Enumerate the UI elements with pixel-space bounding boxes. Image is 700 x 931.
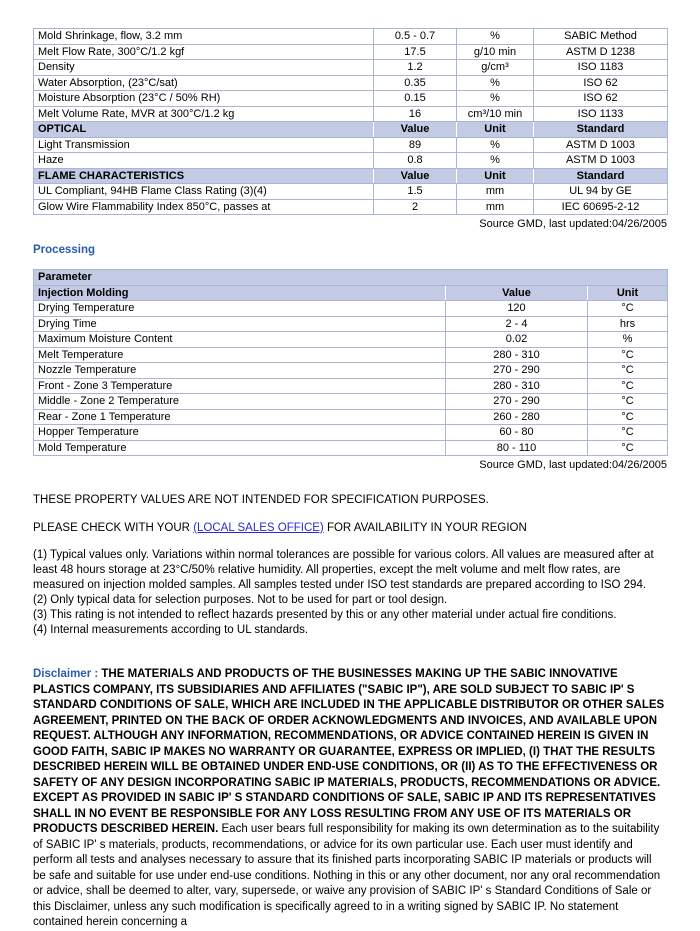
footnote-1: (1) Typical values only. Variations within normal tolerances are possible for various colors. All values are measured after at least 48 hours storage at 23°C/50% relative humidity. All properties, except the melt volume and melt flow rates, are measured on injection molded samples. All samples tested under ISO test standards are prepared according to ISO 294. (33, 549, 654, 591)
standard-cell: ISO 1133 (534, 106, 668, 122)
table-row (34, 91, 668, 107)
value-cell: 280 - 310 (446, 347, 588, 363)
unit-cell: % (457, 91, 534, 107)
value-cell: 2 (374, 199, 457, 215)
table-row (34, 394, 668, 410)
table-row (34, 301, 668, 317)
table-row (34, 440, 668, 456)
param-cell: Water Absorption, (23°C/sat) (34, 75, 374, 91)
processing-heading: Processing (33, 244, 95, 256)
param-cell: Rear - Zone 1 Temperature (34, 409, 446, 425)
standard-cell: ASTM D 1003 (534, 153, 668, 169)
processing-table (33, 269, 668, 456)
param-cell: Moisture Absorption (23°C / 50% RH) (34, 91, 374, 107)
footnote-4: (4) Internal measurements according to UL standards. (33, 624, 309, 636)
footnotes-block (33, 548, 667, 638)
param-cell: Density (34, 60, 374, 76)
footnote-2: (2) Only typical data for selection purposes. Not to be used for part or tool design. (33, 594, 448, 606)
value-cell: 80 - 110 (446, 440, 588, 456)
table-row (34, 137, 668, 153)
column-header-standard: Standard (534, 168, 668, 184)
table-row (34, 153, 668, 169)
source-note: Source GMD, last updated:04/26/2005 (479, 218, 667, 230)
column-header-row (34, 285, 668, 301)
unit-cell: % (457, 29, 534, 45)
param-cell: Drying Time (34, 316, 446, 332)
unit-cell: °C (588, 363, 668, 379)
availability-suffix: FOR AVAILABILITY IN YOUR REGION (323, 522, 527, 534)
param-cell: Middle - Zone 2 Temperature (34, 394, 446, 410)
unit-cell: g/cm³ (457, 60, 534, 76)
section-title: FLAME CHARACTERISTICS (34, 168, 374, 184)
standard-cell: IEC 60695-2-12 (534, 199, 668, 215)
table-row (34, 425, 668, 441)
value-cell: 1.5 (374, 184, 457, 200)
value-cell: 17.5 (374, 44, 457, 60)
value-cell: 270 - 290 (446, 394, 588, 410)
standard-cell: SABIC Method (534, 29, 668, 45)
column-header-standard: Standard (534, 122, 668, 138)
param-cell: Melt Volume Rate, MVR at 300°C/1.2 kg (34, 106, 374, 122)
disclaimer-bold-text: THE MATERIALS AND PRODUCTS OF THE BUSINESSES MAKING UP THE SABIC INNOVATIVE PLASTICS COMPANY, ITS SUBSIDIARIES AND AFFILIATES ("SABIC IP"), ARE SOLD SUBJECT TO SABIC IP' S STANDARD CONDITIONS OF SALE, WHICH ARE INCLUDED IN THE APPLICABLE DISTRIBUTOR OR OTHER SALES AGREEMENT, PRINTED ON THE BACK OF ORDER ACKNOWLEDGMENTS AND INVOICES, AND AVAILABLE UPON REQUEST. ALTHOUGH ANY INFORMATION, RECOMMENDATIONS, OR ADVICE CONTAINED HEREIN IS GIVEN IN GOOD FAITH, SABIC IP MAKES NO WARRANTY OR GUARANTEE, EXPRESS OR IMPLIED, (I) THAT THE RESULTS DESCRIBED HEREIN WILL BE OBTAINED UNDER END-USE CONDITIONS, OR (II) AS TO THE EFFECTIVENESS OR SAFETY OF ANY DESIGN INCORPORATING SABIC IP MATERIALS, PRODUCTS, RECOMMENDATIONS OR ADVICE. EXCEPT AS PROVIDED IN SABIC IP' S STANDARD CONDITIONS OF SALE, SABIC IP AND ITS REPRESENTATIVES SHALL IN NO EVENT BE RESPONSIBLE FOR ANY LOSS RESULTING FROM ANY USE OF ITS MATERIALS OR PRODUCTS DESCRIBED HEREIN. (33, 668, 665, 835)
value-cell: 0.8 (374, 153, 457, 169)
column-header-unit: Unit (457, 168, 534, 184)
param-cell: Light Transmission (34, 137, 374, 153)
param-cell: Melt Flow Rate, 300°C/1.2 kgf (34, 44, 374, 60)
value-cell: 270 - 290 (446, 363, 588, 379)
standard-cell: ASTM D 1238 (534, 44, 668, 60)
standard-cell: ISO 62 (534, 75, 668, 91)
unit-cell: % (457, 153, 534, 169)
param-cell: Front - Zone 3 Temperature (34, 378, 446, 394)
column-header-param: Injection Molding (34, 285, 446, 301)
standard-cell: ASTM D 1003 (534, 137, 668, 153)
value-cell: 60 - 80 (446, 425, 588, 441)
unit-cell: hrs (588, 316, 668, 332)
section-header-flame (34, 168, 668, 184)
unit-cell: cm³/10 min (457, 106, 534, 122)
value-cell: 2 - 4 (446, 316, 588, 332)
unit-cell: % (457, 75, 534, 91)
unit-cell: °C (588, 394, 668, 410)
unit-cell: °C (588, 301, 668, 317)
param-cell: Maximum Moisture Content (34, 332, 446, 348)
value-cell: 120 (446, 301, 588, 317)
unit-cell: % (457, 137, 534, 153)
unit-cell: °C (588, 378, 668, 394)
unit-cell: °C (588, 425, 668, 441)
value-cell: 260 - 280 (446, 409, 588, 425)
unit-cell: °C (588, 440, 668, 456)
standard-cell: ISO 62 (534, 91, 668, 107)
column-header-unit: Unit (588, 285, 668, 301)
table-row (34, 29, 668, 45)
column-header-value: Value (374, 168, 457, 184)
param-cell: Haze (34, 153, 374, 169)
column-header-unit: Unit (457, 122, 534, 138)
column-header-value: Value (374, 122, 457, 138)
group-header-parameter (34, 270, 668, 286)
standard-cell: ISO 1183 (534, 60, 668, 76)
value-cell: 0.5 - 0.7 (374, 29, 457, 45)
value-cell: 0.15 (374, 91, 457, 107)
unit-cell: g/10 min (457, 44, 534, 60)
table-row (34, 378, 668, 394)
param-cell: Nozzle Temperature (34, 363, 446, 379)
source-note: Source GMD, last updated:04/26/2005 (479, 459, 667, 471)
value-cell: 0.35 (374, 75, 457, 91)
group-header-label: Parameter (34, 270, 668, 286)
legal-disclaimer (33, 667, 667, 931)
param-cell: Glow Wire Flammability Index 850°C, passes at (34, 199, 374, 215)
table-row (34, 60, 668, 76)
table-row (34, 106, 668, 122)
section-title: OPTICAL (34, 122, 374, 138)
table-row (34, 347, 668, 363)
disclaimer-regular-text: Each user bears full responsibility for making its own determination as to the suitability of SABIC IP' s materials, products, recommendations, or advice for its own particular use. Each user must identify and perform all tests and analyses necessary to assure that its finished parts incorporating SABIC IP materials or products will be safe and suitable for use under end-use conditions. Nothing in this or any other document, nor any oral recommendation or advice, shall be deemed to alter, vary, supersede, or waive any provision of SABIC IP' s Standard Conditions of Sale or this Disclaimer, unless any such modification is specifically agreed to in a writing signed by SABIC IP. No statement contained herein concerning a (33, 823, 661, 928)
table-row (34, 44, 668, 60)
unit-cell: mm (457, 184, 534, 200)
standard-cell: UL 94 by GE (534, 184, 668, 200)
properties-table (33, 28, 668, 215)
value-cell: 16 (374, 106, 457, 122)
availability-prefix: PLEASE CHECK WITH YOUR (33, 522, 194, 534)
table-row (34, 363, 668, 379)
spec-disclaimer-line: THESE PROPERTY VALUES ARE NOT INTENDED FOR SPECIFICATION PURPOSES. (33, 494, 489, 506)
unit-cell: °C (588, 409, 668, 425)
value-cell: 0.02 (446, 332, 588, 348)
unit-cell: mm (457, 199, 534, 215)
param-cell: UL Compliant, 94HB Flame Class Rating (3)(4) (34, 184, 374, 200)
table-row (34, 316, 668, 332)
unit-cell: °C (588, 347, 668, 363)
param-cell: Drying Temperature (34, 301, 446, 317)
value-cell: 89 (374, 137, 457, 153)
local-sales-office-link[interactable]: (LOCAL SALES OFFICE) (193, 522, 324, 534)
value-cell: 280 - 310 (446, 378, 588, 394)
section-header-optical (34, 122, 668, 138)
disclaimer-label: Disclaimer : (33, 668, 102, 680)
table-row (34, 199, 668, 215)
value-cell: 1.2 (374, 60, 457, 76)
column-header-value: Value (446, 285, 588, 301)
table-row (34, 332, 668, 348)
param-cell: Mold Shrinkage, flow, 3.2 mm (34, 29, 374, 45)
availability-line (33, 521, 667, 536)
unit-cell: % (588, 332, 668, 348)
param-cell: Hopper Temperature (34, 425, 446, 441)
param-cell: Mold Temperature (34, 440, 446, 456)
table-row (34, 75, 668, 91)
table-row (34, 409, 668, 425)
param-cell: Melt Temperature (34, 347, 446, 363)
footnote-3: (3) This rating is not intended to reflect hazards presented by this or any other material under actual fire conditions. (33, 609, 617, 621)
table-row (34, 184, 668, 200)
